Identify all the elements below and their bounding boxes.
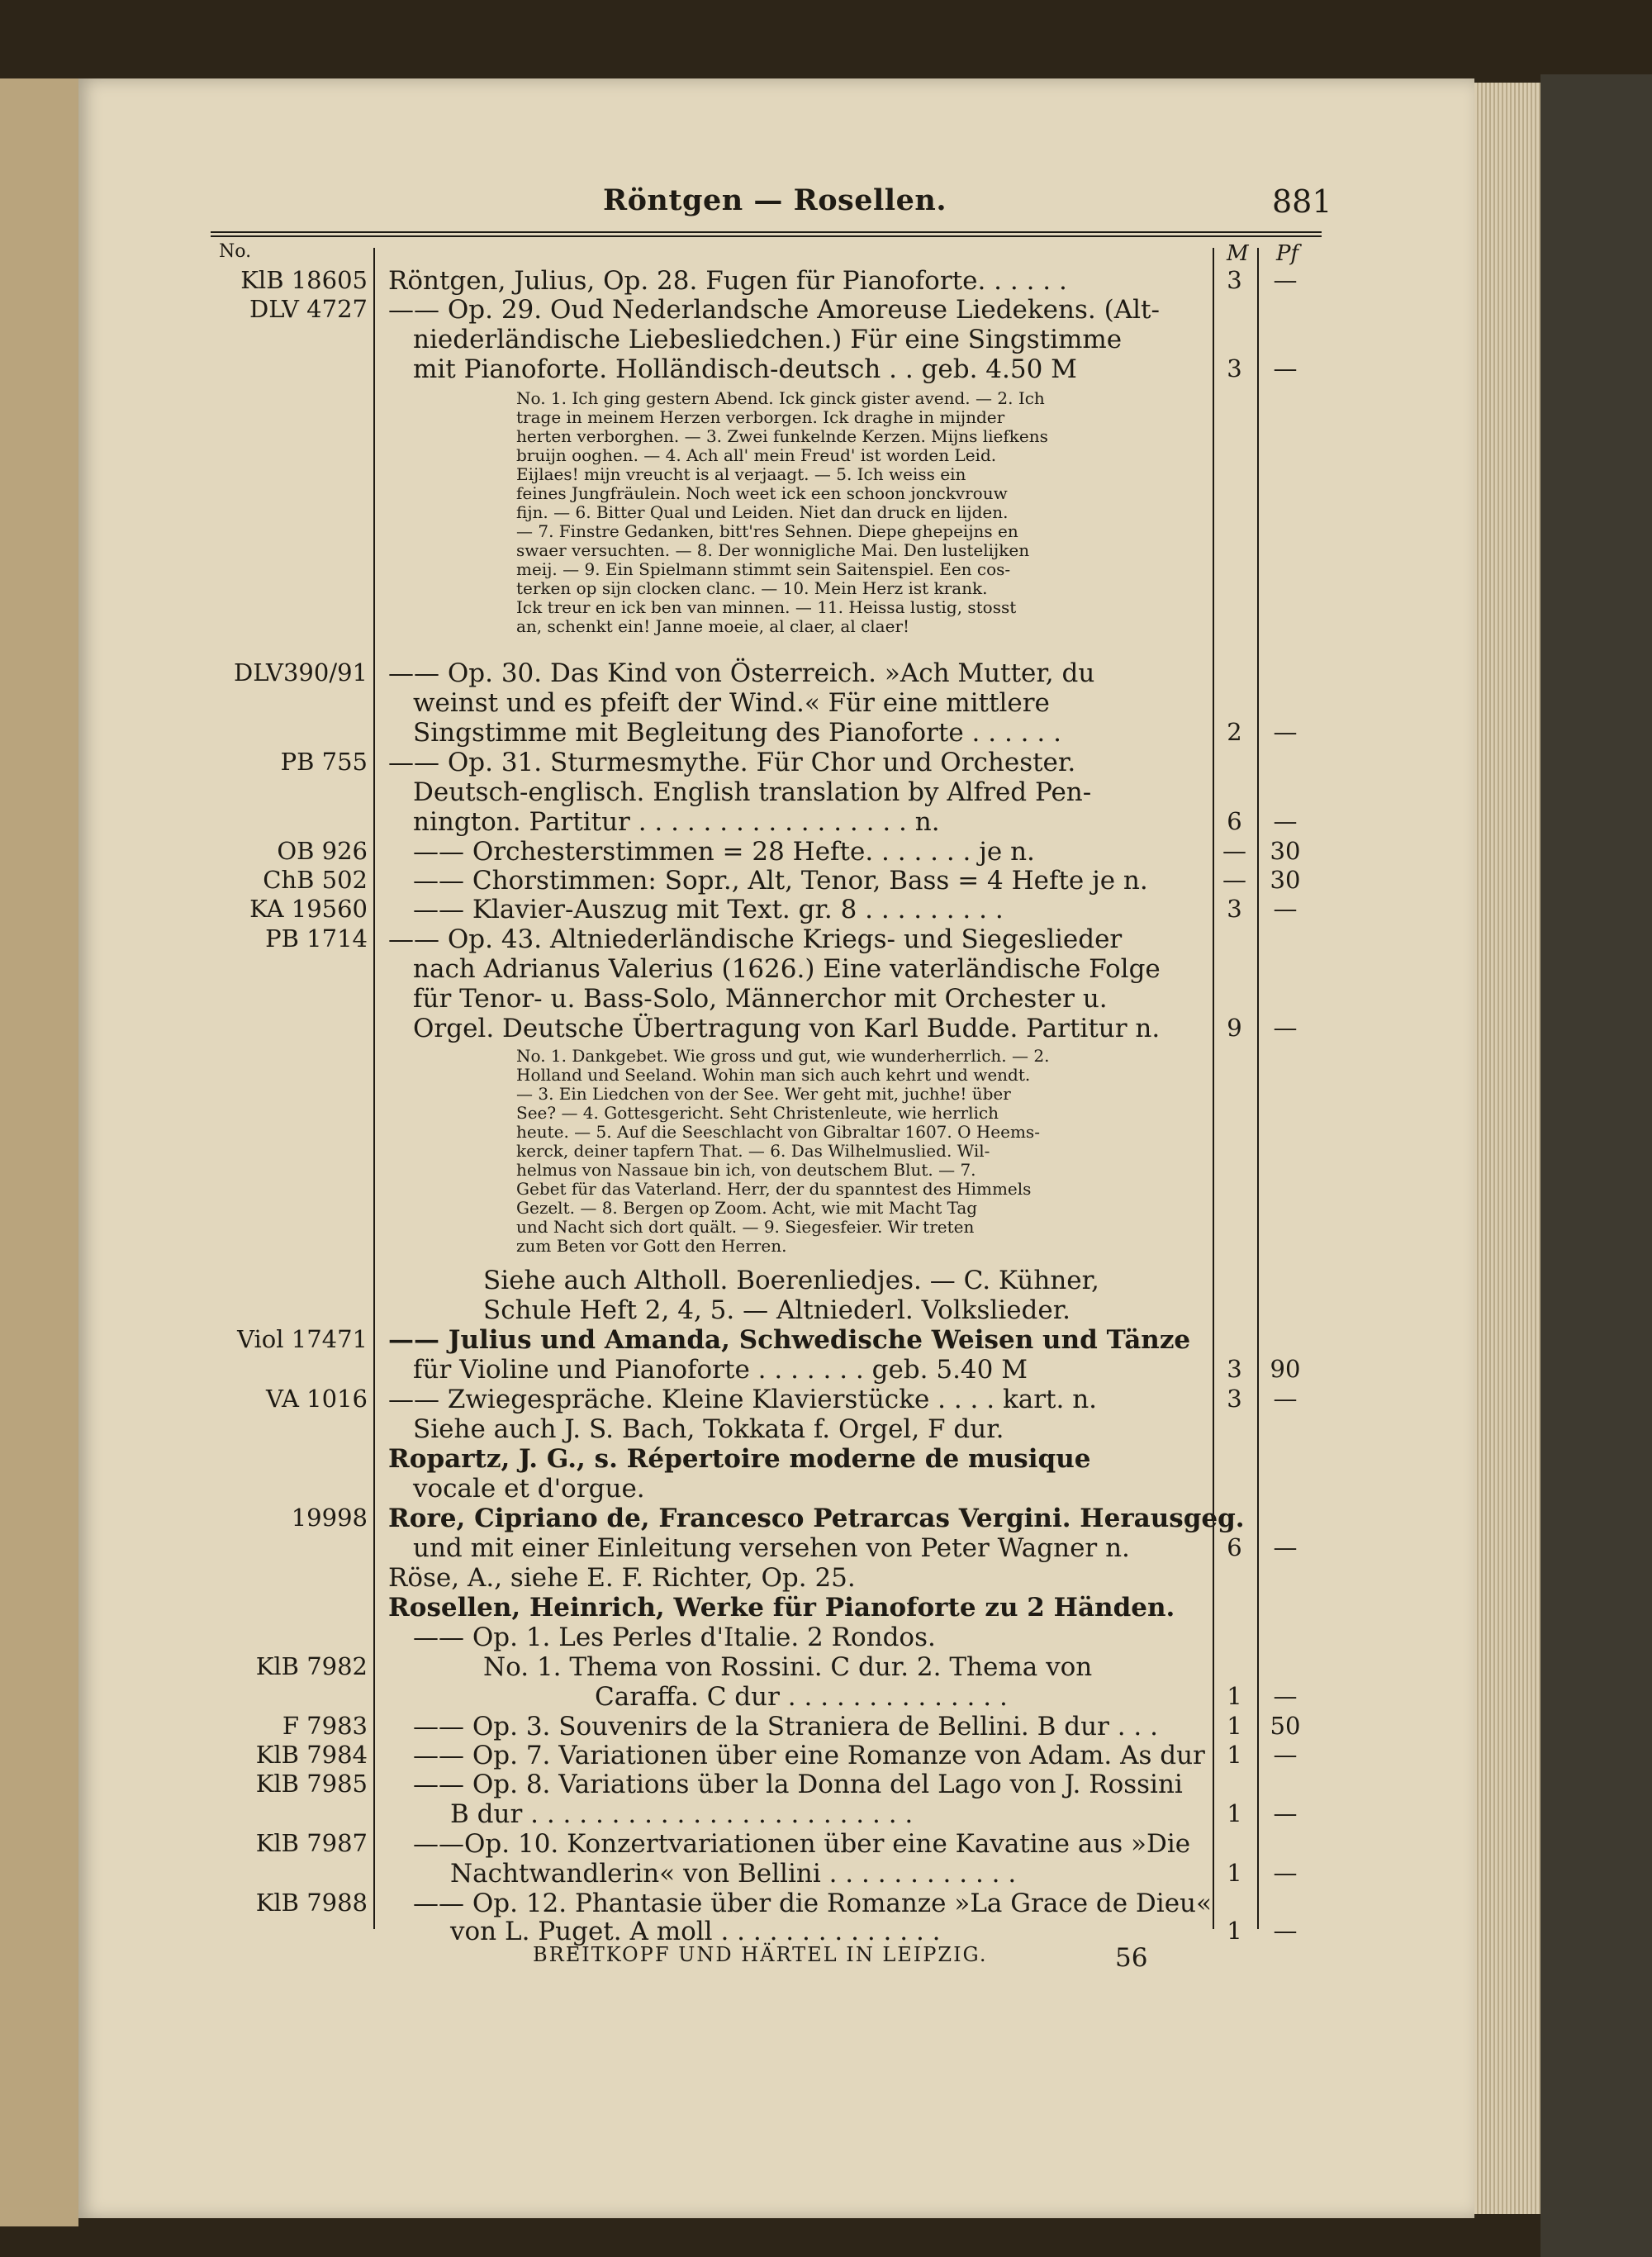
col-mark-heading: M	[1227, 241, 1249, 266]
catalog-number: KlB 7982	[255, 1652, 368, 1680]
entry-line: für Violine und Pianoforte . . . . . . . geb. 5.40 M	[413, 1355, 1028, 1385]
song-list-line: Ick treur en ick ben van minnen. — 11. Heissa lustig, stosst	[516, 597, 1017, 617]
song-list-line: meij. — 9. Ein Spielmann stimmt sein Saitenspiel. Een cos-	[516, 559, 1011, 579]
entry-line: —— Op. 29. Oud Nederlandsche Amoreuse Liedekens. (Alt-	[388, 295, 1160, 325]
price-mark: 1	[1227, 1859, 1242, 1887]
price-pf: —	[1273, 1741, 1298, 1769]
price-mark: 3	[1227, 895, 1242, 923]
col-pf-heading: Pf	[1276, 241, 1299, 266]
entry-line: Röse, A., siehe E. F. Richter, Op. 25.	[388, 1563, 856, 1593]
price-pf: —	[1273, 1682, 1298, 1710]
page-stack-edge	[1474, 83, 1540, 2214]
col-no-heading: No.	[219, 241, 252, 262]
entry-line: —— Klavier-Auszug mit Text. gr. 8 . . . . . . . . .	[413, 895, 1004, 924]
song-list-line: kerck, deiner tapfern That. — 6. Das Wilhelmuslied. Wil-	[516, 1141, 990, 1161]
catalog-number: KlB 18605	[240, 266, 368, 294]
price-pf: —	[1273, 1014, 1298, 1042]
song-list-line: Holland und Seeland. Wohin man sich auch kehrt und wendt.	[516, 1065, 1031, 1085]
price-mark: 6	[1227, 807, 1242, 835]
catalog-number: KlB 7984	[255, 1741, 368, 1769]
entry-line: ——Op. 10. Konzertvariationen über eine Kavatine aus »Die	[413, 1829, 1191, 1859]
catalog-number: PB 755	[280, 748, 368, 776]
signature-mark: 56	[1115, 1943, 1148, 1973]
page-title: Röntgen — Rosellen.	[603, 183, 947, 217]
entry-line: —— Op. 7. Variationen über eine Romanze von Adam. As dur	[413, 1741, 1205, 1770]
song-list-line: terken op sijn clocken clanc. — 10. Mein Herz ist krank.	[516, 578, 988, 598]
book-cover-edge	[1540, 74, 1652, 2257]
price-pf: —	[1273, 718, 1298, 746]
entry-line: B dur . . . . . . . . . . . . . . . . . . . . . . . .	[450, 1799, 914, 1829]
song-list-line: helmus von Nassaue bin ich, von deutschem Blut. — 7.	[516, 1160, 976, 1180]
entry-line: Siehe auch Altholl. Boerenliedjes. — C. Kühner,	[483, 1266, 1099, 1295]
song-list-line: feines Jungfräulein. Noch weet ick een schoon jonckvrouw	[516, 483, 1008, 503]
catalog-number: PB 1714	[265, 924, 368, 953]
song-list-line: herten verborghen. — 3. Zwei funkelnde Kerzen. Mijns liefkens	[516, 426, 1048, 446]
price-pf: 30	[1270, 866, 1301, 894]
price-pf: —	[1273, 354, 1298, 383]
price-mark: 9	[1227, 1014, 1242, 1042]
catalog-number: 19998	[291, 1504, 368, 1532]
entry-line: von L. Puget. A moll . . . . . . . . . . . . . .	[450, 1917, 941, 1946]
entry-line: und mit einer Einleitung versehen von Peter Wagner n.	[413, 1533, 1130, 1563]
catalog-number: Viol 17471	[237, 1325, 368, 1353]
catalog-number: DLV390/91	[233, 658, 368, 687]
header-rule-2	[211, 235, 1322, 237]
left-page-edge	[0, 78, 78, 2226]
price-mark: —	[1222, 866, 1246, 894]
price-mark: 1	[1227, 1712, 1242, 1740]
entry-line: —— Op. 1. Les Perles d'Italie. 2 Rondos.	[413, 1623, 936, 1652]
price-pf: —	[1273, 895, 1298, 923]
song-list-line: Gezelt. — 8. Bergen op Zoom. Acht, wie mit Macht Tag	[516, 1198, 978, 1218]
price-mark: 3	[1227, 1355, 1242, 1383]
price-mark: —	[1222, 837, 1246, 865]
catalog-number: KlB 7988	[255, 1889, 368, 1917]
song-list-line: No. 1. Ich ging gestern Abend. Ick ginck gister avend. — 2. Ich	[516, 388, 1045, 408]
price-mark: 1	[1227, 1799, 1242, 1827]
entry-line: —— Op. 12. Phantasie über die Romanze »La Grace de Dieu«	[413, 1889, 1212, 1918]
header-rule	[211, 231, 1322, 233]
publisher-footer: BREITKOPF UND HÄRTEL IN LEIPZIG.	[533, 1943, 988, 1966]
song-list-line: an, schenkt ein! Janne moeie, al claer, al claer!	[516, 616, 910, 636]
price-pf: —	[1273, 1799, 1298, 1827]
entry-line: Singstimme mit Begleitung des Pianoforte . . . . . .	[413, 718, 1061, 748]
entry-line: Ropartz, J. G., s. Répertoire moderne de musique	[388, 1444, 1091, 1474]
entry-line: für Tenor- u. Bass-Solo, Männerchor mit Orchester u.	[413, 984, 1108, 1014]
entry-line: Rosellen, Heinrich, Werke für Pianoforte zu 2 Händen.	[388, 1593, 1175, 1623]
price-mark: 1	[1227, 1741, 1242, 1769]
price-pf: —	[1273, 807, 1298, 835]
catalog-number: KlB 7985	[255, 1770, 368, 1798]
price-mark: 6	[1227, 1533, 1242, 1561]
catalog-number: OB 926	[277, 837, 368, 865]
entry-line: —— Op. 3. Souvenirs de la Straniera de Bellini. B dur . . .	[413, 1712, 1158, 1741]
song-list-line: Eijlaes! mijn vreucht is al verjaagt. — 5. Ich weiss ein	[516, 464, 966, 484]
price-mark: 3	[1227, 354, 1242, 383]
entry-line: nach Adrianus Valerius (1626.) Eine vaterländische Folge	[413, 954, 1161, 984]
entry-line: —— Julius und Amanda, Schwedische Weisen und Tänze	[388, 1325, 1191, 1355]
entry-line: Deutsch-englisch. English translation by Alfred Pen-	[413, 777, 1092, 807]
entry-line: mit Pianoforte. Holländisch-deutsch . . geb. 4.50 M	[413, 354, 1077, 384]
entry-line: Rore, Cipriano de, Francesco Petrarcas Vergini. Herausgeg.	[388, 1504, 1245, 1533]
entry-line: weinst und es pfeift der Wind.« Für eine mittlere	[413, 688, 1050, 718]
price-pf: 30	[1270, 837, 1301, 865]
price-mark: 3	[1227, 266, 1242, 294]
entry-line: Nachtwandlerin« von Bellini . . . . . . . . . . . .	[450, 1859, 1017, 1889]
column-rule-pf	[1257, 248, 1259, 1929]
price-mark: 1	[1227, 1917, 1242, 1945]
price-pf: —	[1273, 1533, 1298, 1561]
entry-line: No. 1. Thema von Rossini. C dur. 2. Thema von	[483, 1652, 1093, 1682]
catalog-number: DLV 4727	[249, 295, 368, 323]
entry-line: niederländische Liebesliedchen.) Für eine Singstimme	[413, 325, 1123, 354]
song-list-line: heute. — 5. Auf die Seeschlacht von Gibraltar 1607. O Heems-	[516, 1122, 1040, 1142]
catalog-number: KA 19560	[249, 895, 368, 923]
entry-line: Röntgen, Julius, Op. 28. Fugen für Pianoforte. . . . . .	[388, 266, 1067, 296]
entry-line: —— Op. 30. Das Kind von Österreich. »Ach Mutter, du	[388, 658, 1095, 688]
entry-line: Orgel. Deutsche Übertragung von Karl Budde. Partitur n.	[413, 1014, 1161, 1043]
catalog-number: F 7983	[282, 1712, 368, 1740]
column-rule-mark	[1213, 248, 1214, 1929]
price-pf: —	[1273, 266, 1298, 294]
song-list-line: See? — 4. Gottesgericht. Seht Christenleute, wie herrlich	[516, 1103, 999, 1123]
entry-line: —— Chorstimmen: Sopr., Alt, Tenor, Bass = 4 Hefte je n.	[413, 866, 1148, 896]
entry-line: vocale et d'orgue.	[413, 1474, 645, 1504]
song-list-line: und Nacht sich dort quält. — 9. Siegesfeier. Wir treten	[516, 1217, 975, 1237]
entry-line: Caraffa. C dur . . . . . . . . . . . . . .	[595, 1682, 1008, 1712]
page-number: 881	[1272, 183, 1332, 220]
price-pf: 50	[1270, 1712, 1301, 1740]
price-mark: 1	[1227, 1682, 1242, 1710]
song-list-line: — 3. Ein Liedchen von der See. Wer geht mit, juchhe! über	[516, 1084, 1011, 1104]
price-pf: —	[1273, 1859, 1298, 1887]
column-rule-left	[373, 248, 375, 1929]
entry-line: Schule Heft 2, 4, 5. — Altniederl. Volkslieder.	[483, 1295, 1071, 1325]
entry-line: —— Op. 43. Altniederländische Kriegs- und Siegeslieder	[388, 924, 1123, 954]
price-pf: —	[1273, 1917, 1298, 1945]
song-list-line: fijn. — 6. Bitter Qual und Leiden. Niet dan druck en lijden.	[516, 502, 1009, 522]
entry-line: —— Op. 31. Sturmesmythe. Für Chor und Orchester.	[388, 748, 1076, 777]
song-list-line: trage in meinem Herzen verborgen. Ick draghe in mijnder	[516, 407, 1005, 427]
song-list-line: swaer versuchten. — 8. Der wonnigliche Mai. Den lustelijken	[516, 540, 1030, 560]
song-list-line: Gebet für das Vaterland. Herr, der du spanntest des Himmels	[516, 1179, 1032, 1199]
song-list-line: zum Beten vor Gott den Herren.	[516, 1236, 787, 1256]
entry-line: nington. Partitur . . . . . . . . . . . . . . . . . n.	[413, 807, 940, 837]
price-mark: 3	[1227, 1385, 1242, 1413]
price-mark: 2	[1227, 718, 1242, 746]
song-list-line: bruijn ooghen. — 4. Ach all' mein Freud' ist worden Leid.	[516, 445, 997, 465]
song-list-line: No. 1. Dankgebet. Wie gross und gut, wie wunderherrlich. — 2.	[516, 1046, 1050, 1066]
catalog-number: KlB 7987	[255, 1829, 368, 1857]
price-pf: 90	[1270, 1355, 1301, 1383]
entry-line: Siehe auch J. S. Bach, Tokkata f. Orgel, F dur.	[413, 1414, 1004, 1444]
entry-line: —— Zwiegespräche. Kleine Klavierstücke . . . . kart. n.	[388, 1385, 1098, 1414]
catalog-number: VA 1016	[266, 1385, 368, 1413]
song-list-line: — 7. Finstre Gedanken, bitt'res Sehnen. Diepe ghepeijns en	[516, 521, 1018, 541]
entry-line: —— Orchesterstimmen = 28 Hefte. . . . . . . je n.	[413, 837, 1035, 867]
catalog-number: ChB 502	[263, 866, 368, 894]
price-pf: —	[1273, 1385, 1298, 1413]
entry-line: —— Op. 8. Variations über la Donna del Lago von J. Rossini	[413, 1770, 1183, 1799]
